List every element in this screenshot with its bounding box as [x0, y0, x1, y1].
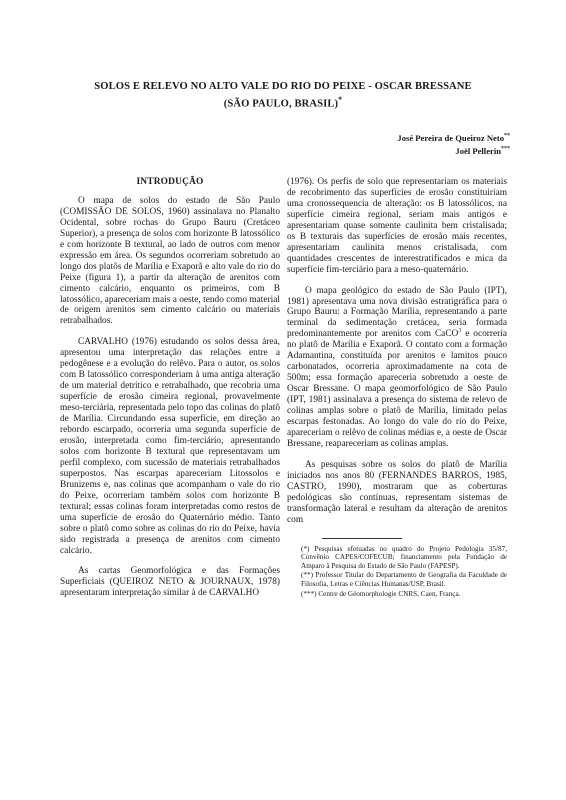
footnotes: [287, 545, 507, 599]
paragraph: As cartas Geomorfológica e das Formações Superficiais (QUEIROZ NETO & JOURNAUX, 1978) apresentaram interpretação similar à de CARVALHO: [60, 566, 280, 599]
paragraph: (1976). Os perfis de solo que representariam os materiais de recobrimento das superfícies de erosão constituiriam uma cronossequencia de alteração: os B latossólicos, na superfície cimeira regional, seriam mais antigos e apresentariam quase somente caulinita bem cristalisada; os B texturais das superfícies de erosão mais recentes, apresentariam caulinita menos cristalisada, com quantidades crescentes de interestratificados e mica da superfície fim-terciário para a meso-quaternário.: [287, 177, 507, 275]
footnote: (*) Pesquisas efetuadas no quadro do Projeto Pedologia 35/87, Convênio CAPES/COFECUB; financiamento pela Fundação de Amparo à Pesquisa do Estado de São Paulo (FAPESP).: [301, 544, 507, 570]
title-footnote-mark: *: [338, 95, 343, 104]
author-1: José Pereira de Queiroz Neto**: [397, 132, 510, 143]
paragraph: O mapa de solos do estado de São Paulo (COMISSÃO DE SOLOS, 1960) assinalava no Planalto Ocidental, sobre rochas do Grupo Bauru (Cretáceo Superior), a presença de solos com horizonte B latossólico e com horizonte B textural, ao lado de outros com menor expressão em área. Os segundos ocorreriam sobretudo ao longo dos platôs de Marília e Exaporã e alto vale do rio do Peixe (figura 1), a partir da alteração de arenitos com cimento calcário, enquanto os primeiros, com B latossólico, apareceriam mais a oeste, tendo como material de origem arenitos sem cimento calcário ou materiais retrabalhados.: [60, 195, 280, 327]
footnote: (***) Centre de Géomorphologie CNRS, Caen, França.: [301, 589, 461, 598]
footnote: (**) Professor Titular do Departamento de Geografia da Faculdade de Filosofia, Letras e Ciências Humanas/USP, Brasil.: [301, 571, 507, 588]
footnote-divider: [322, 538, 402, 539]
title-line-2: (SÃO PAULO, BRASIL)*: [223, 95, 343, 110]
author-2: Joël Pellerin***: [455, 146, 510, 157]
article-title: [40, 80, 526, 111]
authors-block: [397, 131, 510, 158]
paragraph: O mapa geológico do estado de São Paulo (IPT), 1981) apresentava uma nova divisão estratigráfica para o Grupo Bauru: a Formação Marília, representando a parte terminal da sedimentação cretácea, seria formada predominantemente por arenitos com CaCO$^3$ e ocorreria no platô de Marília e Exaporã. O contato com a formação Adamantina, constituída por arenitos e lamitos pouco carbonatados, ocorreria aproximadamente na cota de 500m; essa formação apareceria sobretudo a oeste de Oscar Bressane. O mapa geomorfológico de São Paulo (IPT, 1981) assinalava a presença do sistema de relevo de colinas amplas sobre o platô de Marília, limitado pelas escarpas festonadas. Ao longo do vale do rio do Peixe, apareceriam o relêvo de colinas médias e, a oeste de Oscar Bressane, reapareceriam as colinas amplas.: [287, 285, 507, 449]
right-column: [287, 177, 507, 599]
left-column: [60, 177, 280, 599]
paragraph: As pesquisas sobre os solos do platô de Marília iniciados nos anos 80 (FERNANDES BARROS, 1985, CASTRO, 1990), mostraram que as coberturas pedológicas são contínuas, representam sistemas de transformação lateral e resultam da alteração de arenitos com: [287, 459, 507, 525]
section-heading: INTRODUÇÃO: [136, 177, 204, 187]
title-line-1: SOLOS E RELEVO NO ALTO VALE DO RIO DO PEIXE - OSCAR BRESSANE: [94, 81, 472, 92]
paragraph: CARVALHO (1976) estudando os solos dessa área, apresentou uma interpretação das relações entre a pedogênese e a evolução do relêvo. Para o autor, os solos com B latossólico corresponderiam à uma antiga alteração de um material detrítico e retrabalhado, que recobria uma superfície de erosão cimeira regional, provavelmente meso-terciária, representada pelo topo das colinas do platô de Marília. Circundando essa superfície, em direção ao rebordo escarpado, ocorreria uma segunda superfície de erosão, interpretada como fim-terciário, apresentando solos com horizonte B textural que representavam um perfil complexo, com sucessão de materiais retrabalhados superpostos. Nas escarpas apareceriam Litossolos e Brunizems e, nas colinas que acompanham o vale do rio do Peixe, ocorreriam também solos com horizonte B textural; essas colinas foram interpretadas como restos de uma superfície de erosão do Quaternário médio. Tanto sobre o platô como sobre as colinas do rio do Peixe, havia sido registrada a presença de arenitos com cimento calcário.: [60, 337, 280, 556]
